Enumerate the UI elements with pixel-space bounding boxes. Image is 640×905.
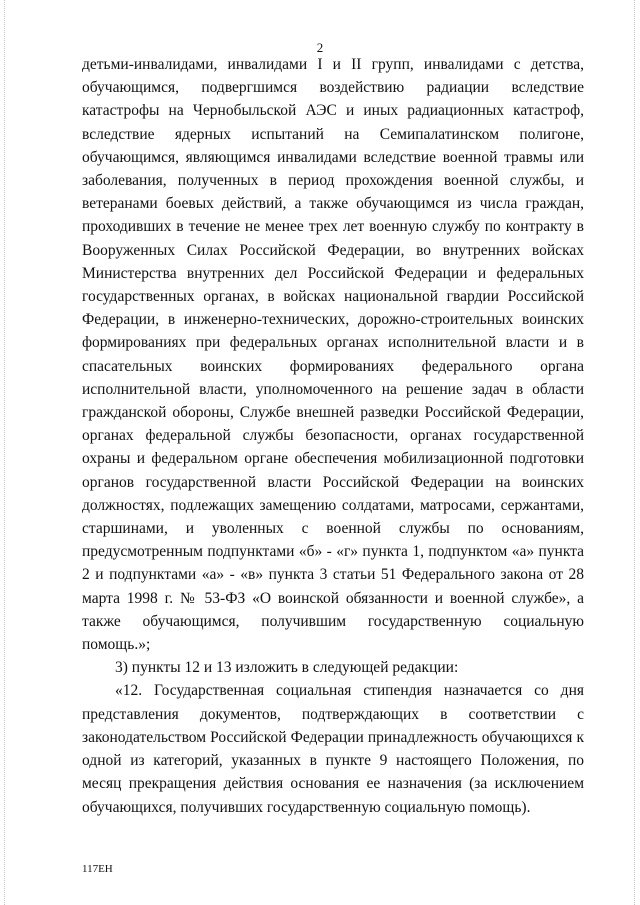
document-body [82, 53, 584, 819]
document-code: 117ЕН [82, 863, 113, 875]
scan-edge-left [4, 0, 5, 905]
paragraph-continuation: детьми-инвалидами, инвалидами I и II групп, инвалидами с детства, обучающимся, подвергшимся воздействию радиации вследствие катастрофы на Чернобыльской АЭС и иных радиационных катастроф, вследствие ядерных испытаний на Семипалатинском полигоне, обучающимся, являющимся инвалидами вследствие военной травмы или заболевания, полученных в период прохождения военной службы, и ветеранами боевых действий, а также обучающимся из числа граждан, проходивших в течение не менее трех лет военную службу по контракту в Вооруженных Силах Российской Федерации, во внутренних войсках Министерства внутренних дел Российской Федерации и федеральных государственных органах, в войсках национальной гвардии Российской Федерации, в инженерно-технических, дорожно-строительных воинских формированиях при федеральных органах исполнительной власти и в спасательных воинских формированиях федерального органа исполнительной власти, уполномоченного на решение задач в области гражданской обороны, Службе внешней разведки Российской Федерации, органах федеральной службы безопасности, органах государственной охраны и федеральном органе обеспечения мобилизационной подготовки органов государственной власти Российской Федерации на воинских должностях, подлежащих замещению солдатами, матросами, сержантами, старшинами, и уволенных с военной службы по основаниям, предусмотренным подпунктами «б» - «г» пункта 1, подпунктом «а» пункта 2 и подпунктами «а» - «в» пункта 3 статьи 51 Федерального закона от 28 марта 1998 г. № 53-ФЗ «О воинской обязанности и военной службе», а также обучающимся, получившим государственную социальную помощь.»; [82, 56, 584, 654]
paragraph-amendment-item-3: 3) пункты 12 и 13 изложить в следующей редакции: [115, 659, 459, 677]
page-number: 2 [316, 40, 324, 55]
paragraph-clause-12: «12. Государственная социальная стипендия назначается со дня представления документов, подтверждающих в соответствии с законодательством Российской Федерации принадлежность обучающихся к одной из категорий, указанных в пункте 9 настоящего Положения, по месяц прекращения действия основания ее назначения (за исключением обучающихся, получивших государственную социальную помощь). [82, 682, 584, 816]
scan-edge-right [634, 0, 635, 905]
